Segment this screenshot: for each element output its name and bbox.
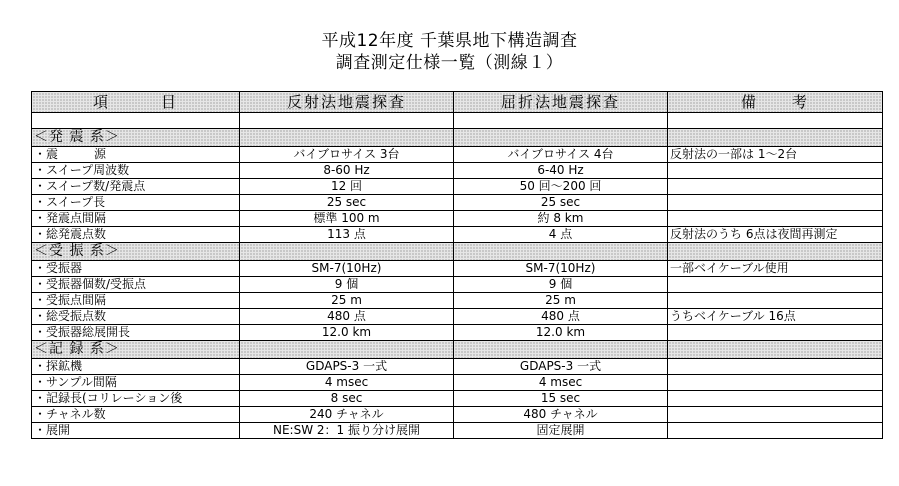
reflection-cell: 9 個	[240, 277, 454, 293]
table-row	[32, 309, 883, 325]
refraction-cell: GDAPS-3 一式	[454, 359, 668, 375]
table-row	[32, 195, 883, 211]
table-row	[32, 325, 883, 341]
reflection-cell: 480 点	[240, 309, 454, 325]
section-fill-cell	[240, 129, 454, 147]
refraction-cell: 12.0 km	[454, 325, 668, 341]
item-cell: ・総受振点数	[32, 309, 240, 325]
reflection-cell: 25 m	[240, 293, 454, 309]
spec-table	[31, 91, 883, 439]
section-fill-cell	[240, 341, 454, 359]
header-reflection: 反射法地震探査	[240, 92, 454, 113]
section-fill-cell	[454, 243, 668, 261]
header-row	[32, 92, 883, 113]
reflection-cell: 25 sec	[240, 195, 454, 211]
table-row	[32, 407, 883, 423]
blank-row	[32, 113, 883, 129]
section-fill-cell	[668, 341, 883, 359]
item-cell: ・スイープ長	[32, 195, 240, 211]
refraction-cell: 480 チャネル	[454, 407, 668, 423]
remarks-cell: 反射法の一部は 1～2台	[668, 147, 883, 163]
section-fill-cell	[668, 243, 883, 261]
table-row	[32, 293, 883, 309]
table-row	[32, 359, 883, 375]
reflection-cell: バイブロサイス 3台	[240, 147, 454, 163]
header-refraction: 屈折法地震探査	[454, 92, 668, 113]
refraction-cell: 50 回～200 回	[454, 179, 668, 195]
item-cell: ・総発震点数	[32, 227, 240, 243]
section-header-row	[32, 243, 883, 261]
section-label: ＜発 震 系＞	[32, 129, 240, 147]
item-cell: ・展開	[32, 423, 240, 439]
item-cell: ・受振点間隔	[32, 293, 240, 309]
remarks-cell: うちベイケーブル 16点	[668, 309, 883, 325]
reflection-cell: SM-7(10Hz)	[240, 261, 454, 277]
remarks-cell	[668, 179, 883, 195]
refraction-cell: 9 個	[454, 277, 668, 293]
remarks-cell	[668, 195, 883, 211]
reflection-cell: 8-60 Hz	[240, 163, 454, 179]
remarks-cell	[668, 277, 883, 293]
remarks-cell	[668, 407, 883, 423]
refraction-cell: 25 m	[454, 293, 668, 309]
section-label: ＜受 振 系＞	[32, 243, 240, 261]
reflection-cell: 12.0 km	[240, 325, 454, 341]
refraction-cell: 固定展開	[454, 423, 668, 439]
refraction-cell: 4 点	[454, 227, 668, 243]
remarks-cell	[668, 163, 883, 179]
reflection-cell: GDAPS-3 一式	[240, 359, 454, 375]
table-row	[32, 391, 883, 407]
reflection-cell: 240 チャネル	[240, 407, 454, 423]
reflection-cell: 4 msec	[240, 375, 454, 391]
item-cell: ・探鉱機	[32, 359, 240, 375]
header-item: 項 目	[32, 92, 240, 113]
section-fill-cell	[240, 243, 454, 261]
reflection-cell: 113 点	[240, 227, 454, 243]
section-header-row	[32, 129, 883, 147]
remarks-cell	[668, 391, 883, 407]
table-row	[32, 211, 883, 227]
refraction-cell: バイブロサイス 4台	[454, 147, 668, 163]
reflection-cell: 12 回	[240, 179, 454, 195]
section-fill-cell	[454, 129, 668, 147]
refraction-cell: 480 点	[454, 309, 668, 325]
section-fill-cell	[454, 341, 668, 359]
item-cell: ・発震点間隔	[32, 211, 240, 227]
remarks-cell: 反射法のうち 6点は夜間再測定	[668, 227, 883, 243]
section-label: ＜記 録 系＞	[32, 341, 240, 359]
item-cell: ・チャネル数	[32, 407, 240, 423]
table-row	[32, 277, 883, 293]
remarks-cell	[668, 359, 883, 375]
item-cell: ・震 源	[32, 147, 240, 163]
refraction-cell: 25 sec	[454, 195, 668, 211]
title-line-2: 調査測定仕様一覧（測線１）	[335, 53, 564, 73]
remarks-cell	[668, 423, 883, 439]
remarks-cell: 一部ベイケーブル使用	[668, 261, 883, 277]
title-line-1: 平成12年度 千葉県地下構造調査	[321, 31, 578, 51]
spec-table-body	[32, 92, 883, 439]
item-cell: ・記録長(コリレーション後	[32, 391, 240, 407]
header-remarks: 備 考	[668, 92, 883, 113]
reflection-cell: 8 sec	[240, 391, 454, 407]
remarks-cell	[668, 325, 883, 341]
remarks-cell	[668, 375, 883, 391]
refraction-cell: 6-40 Hz	[454, 163, 668, 179]
table-row	[32, 163, 883, 179]
section-fill-cell	[668, 129, 883, 147]
reflection-cell: NE:SW 2：1 振り分け展開	[240, 423, 454, 439]
item-cell: ・受振器個数/受振点	[32, 277, 240, 293]
table-row	[32, 261, 883, 277]
item-cell: ・スイープ周波数	[32, 163, 240, 179]
remarks-cell	[668, 293, 883, 309]
item-cell: ・スイープ数/発震点	[32, 179, 240, 195]
refraction-cell: 15 sec	[454, 391, 668, 407]
item-cell: ・サンプル間隔	[32, 375, 240, 391]
item-cell: ・受振器総展開長	[32, 325, 240, 341]
refraction-cell: 約 8 km	[454, 211, 668, 227]
table-row	[32, 375, 883, 391]
refraction-cell: SM-7(10Hz)	[454, 261, 668, 277]
item-cell: ・受振器	[32, 261, 240, 277]
table-row	[32, 423, 883, 439]
table-row	[32, 147, 883, 163]
table-row	[32, 227, 883, 243]
reflection-cell: 標準 100 m	[240, 211, 454, 227]
remarks-cell	[668, 211, 883, 227]
refraction-cell: 4 msec	[454, 375, 668, 391]
table-row	[32, 179, 883, 195]
section-header-row	[32, 341, 883, 359]
